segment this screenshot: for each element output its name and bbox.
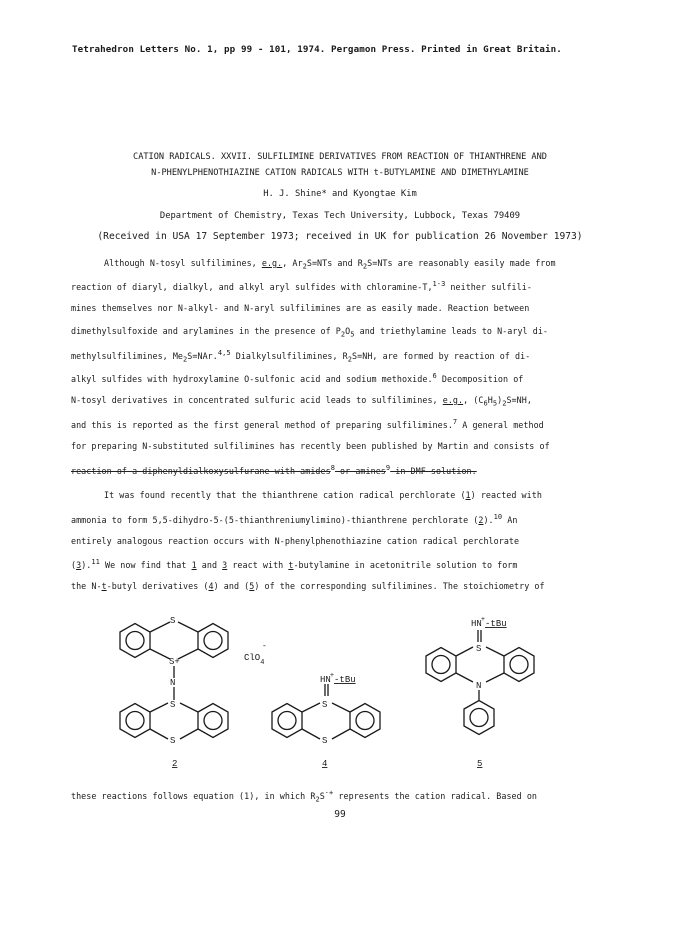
authors: H. J. Shine* and Kyongtae Kim <box>263 189 417 199</box>
body-line: It was found recently that the thianthrene cation radical perchlorate (1) reacted with <box>104 490 542 500</box>
body-line: ammonia to form 5,5-dihydro-5-(5-thianthreniumylimino)-thianthrene perchlorate (2).$^{10}$ An <box>71 513 518 525</box>
body-line: reaction of diaryl, dialkyl, and alkyl aryl sulfides with chloramine-T,$^{1-3}$ neither sulfili- <box>71 280 532 292</box>
structure-5-sulfur: S <box>476 644 482 654</box>
body-line: dimethylsulfoxide and arylamines in the presence of $P_2O_5$ and triethylamine leads to N-aryl di- <box>71 326 549 339</box>
structure-2-sulfur-top: S <box>170 616 176 626</box>
affiliation: Department of Chemistry, Texas Tech University, Lubbock, Texas 79409 <box>159 211 521 221</box>
structure-5-substituent: HN+-tBu <box>471 616 507 629</box>
structure-2-sulfonium: S+ <box>169 657 180 667</box>
structure-2-sulfur-low: S <box>170 700 176 710</box>
received-dates: (Received in USA 17 September 1973; received in UK for publication 26 November 1973) <box>97 231 583 242</box>
structure-2-label: 2 <box>172 759 178 769</box>
perchlorate-counter-ion: ClO$_4$ <box>244 653 265 667</box>
structure-4-sulfur-bottom: S <box>322 736 328 746</box>
structure-5-label: 5 <box>477 759 483 769</box>
body-line: Although N-tosyl sulfilimines, e.g., $Ar_2S=NTs$ and $R_2S=NTs$ are reasonably easily made from <box>104 258 556 271</box>
page-number: 99 <box>334 809 346 820</box>
body-line: (3).$^{11}$ We now find that 1 and 3 react with t-butylamine in acetonitrile solution to form <box>71 558 518 570</box>
body-line: alkyl sulfides with hydroxylamine O-sulfonic acid and sodium methoxide.$^6$ Decomposition of <box>71 372 524 384</box>
structure-2-nitrogen: N <box>170 678 176 688</box>
chemical-structures-figure <box>0 600 680 780</box>
body-line: the N-t-butyl derivatives (4) and (5) of the corresponding sulfilimines. The stoichiometry of <box>71 581 545 591</box>
perchlorate-charge: - <box>262 642 267 651</box>
body-line: mines themselves nor N-alkyl- and N-aryl sulfilimines are as easily made. Reaction between <box>71 303 530 313</box>
structure-2-sulfur-bottom: S <box>170 736 176 746</box>
body-line: methylsulfilimines, $Me_2S=NAr.^{4,5}$ Dialkylsulfilimines, $R_2S=NH$, are formed by reaction of di- <box>71 349 531 364</box>
structure-4-label: 4 <box>322 759 328 769</box>
structure-5-nitrogen: N <box>476 681 482 691</box>
running-header: Tetrahedron Letters No. 1, pp 99 - 101, 1974. Pergamon Press. Printed in Great Britain. <box>72 44 562 55</box>
article-title-line-1: CATION RADICALS. XXVII. SULFILIMINE DERIVATIVES FROM REACTION OF THIANTHRENE AND <box>133 152 547 162</box>
body-line: and this is reported as the first general method of preparing sulfilimines.$^7$ A general method <box>71 418 544 430</box>
structure-4-substituent: HN+-tBu <box>320 672 356 685</box>
body-line: for preparing N-substituted sulfilimines has recently been published by Martin and consists of <box>71 441 550 451</box>
structure-4-thianthrene-sulfilimine <box>272 684 380 739</box>
body-line: entirely analogous reaction occurs with N-phenylphenothiazine cation radical perchlorate <box>71 536 520 546</box>
structure-4-sulfur-top: S <box>322 700 328 710</box>
body-line-struck: reaction of a diphenyldialkoxysulfurane with amides$^8$ or amines$^9$ in DMF solution. <box>71 464 477 476</box>
article-title-line-2: N-PHENYLPHENOTHIAZINE CATION RADICALS WITH t-BUTYLAMINE AND DIMETHYLAMINE <box>151 168 529 178</box>
body-line: N-tosyl derivatives in concentrated sulfuric acid leads to sulfilimines, e.g., $(C_6H_5)_2S=NH$, <box>71 395 532 408</box>
body-line: these reactions follows equation (1), in which $R_2S^{\cdot+}$ represents the cation radical. Based on <box>71 789 538 804</box>
